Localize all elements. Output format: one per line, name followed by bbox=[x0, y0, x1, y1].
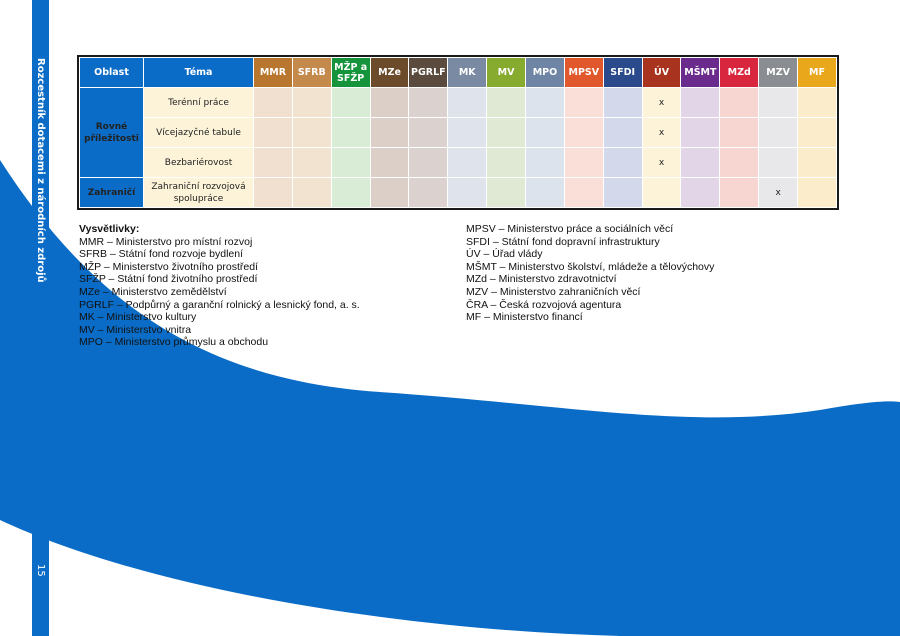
oblast-cell: Rovné příležitosti bbox=[80, 88, 144, 178]
header-agency: ÚV bbox=[642, 58, 681, 88]
mark-cell bbox=[487, 178, 526, 208]
mark-cell: x bbox=[642, 118, 681, 148]
mark-cell bbox=[292, 88, 331, 118]
mark-cell bbox=[720, 148, 759, 178]
mark-cell bbox=[564, 178, 603, 208]
mark-cell bbox=[526, 178, 565, 208]
mark-cell bbox=[448, 148, 487, 178]
header-agency: PGRLF bbox=[409, 58, 448, 88]
header-agency: MPO bbox=[526, 58, 565, 88]
sidebar-title: Rozcestník dotacemi z národních zdrojů bbox=[35, 58, 46, 283]
mark-cell bbox=[254, 118, 293, 148]
legend-item: MZd – Ministerstvo zdravotnictví bbox=[466, 273, 617, 286]
mark-cell bbox=[487, 148, 526, 178]
page-number: 15 bbox=[35, 564, 46, 577]
mark-cell: x bbox=[759, 178, 798, 208]
table-body bbox=[80, 88, 837, 208]
mark-cell bbox=[370, 148, 409, 178]
legend-item: SFDI – Státní fond dopravní infrastruktury bbox=[466, 235, 660, 248]
mark-cell bbox=[798, 148, 837, 178]
legend-item: MŠMT – Ministerstvo školství, mládeže a tělovýchovy bbox=[466, 260, 715, 273]
header-agency: MMR bbox=[254, 58, 293, 88]
header-oblast: Oblast bbox=[80, 58, 144, 88]
mark-cell bbox=[798, 88, 837, 118]
mark-cell bbox=[254, 88, 293, 118]
header-agency: MK bbox=[448, 58, 487, 88]
mark-cell bbox=[603, 178, 642, 208]
mark-cell bbox=[720, 118, 759, 148]
mark-cell bbox=[409, 178, 448, 208]
header-agency: MF bbox=[798, 58, 837, 88]
header-agency: MPSV bbox=[564, 58, 603, 88]
table-row bbox=[80, 178, 837, 208]
legend-item: MŽP – Ministerstvo životního prostředí bbox=[79, 260, 258, 273]
header-agency: MŽP a SFŽP bbox=[331, 58, 370, 88]
mark-cell bbox=[254, 178, 293, 208]
subsidy-table bbox=[79, 57, 837, 208]
header-agency: MZe bbox=[370, 58, 409, 88]
legend-item: MPSV – Ministerstvo práce a sociálních věcí bbox=[466, 223, 674, 235]
mark-cell bbox=[448, 118, 487, 148]
legend-item: MZe – Ministerstvo zemědělství bbox=[79, 285, 227, 298]
mark-cell: x bbox=[642, 148, 681, 178]
mark-cell bbox=[292, 148, 331, 178]
mark-cell bbox=[526, 118, 565, 148]
tema-cell: Vícejazyčné tabule bbox=[144, 118, 254, 148]
mark-cell bbox=[370, 178, 409, 208]
mark-cell bbox=[681, 178, 720, 208]
tema-cell: Terénní práce bbox=[144, 88, 254, 118]
legend-item: MPO – Ministerstvo průmyslu a obchodu bbox=[79, 336, 269, 349]
tema-cell: Bezbariérovost bbox=[144, 148, 254, 178]
mark-cell bbox=[759, 148, 798, 178]
mark-cell bbox=[292, 178, 331, 208]
header-agency: MZd bbox=[720, 58, 759, 88]
legend-item: PGRLF – Podpůrný a garanční rolnický a lesnický fond, a. s. bbox=[79, 298, 360, 311]
legend-right bbox=[466, 223, 846, 324]
mark-cell bbox=[759, 118, 798, 148]
mark-cell bbox=[331, 88, 370, 118]
table-row bbox=[80, 88, 837, 118]
mark-cell bbox=[798, 118, 837, 148]
legend-item: SFŽP – Státní fond životního prostředí bbox=[79, 273, 258, 286]
table-row bbox=[80, 118, 837, 148]
mark-cell bbox=[526, 148, 565, 178]
mark-cell bbox=[370, 118, 409, 148]
mark-cell bbox=[331, 148, 370, 178]
mark-cell bbox=[409, 148, 448, 178]
legend-item: MMR – Ministerstvo pro místní rozvoj bbox=[79, 235, 253, 248]
mark-cell bbox=[603, 148, 642, 178]
header-agency: SFDI bbox=[603, 58, 642, 88]
legend-item: MF – Ministerstvo financí bbox=[466, 311, 583, 324]
mark-cell bbox=[681, 88, 720, 118]
mark-cell bbox=[564, 148, 603, 178]
oblast-cell: Zahraničí bbox=[80, 178, 144, 208]
mark-cell bbox=[331, 178, 370, 208]
mark-cell: x bbox=[642, 88, 681, 118]
mark-cell bbox=[487, 118, 526, 148]
mark-cell bbox=[564, 118, 603, 148]
mark-cell bbox=[331, 118, 370, 148]
mark-cell bbox=[603, 88, 642, 118]
mark-cell bbox=[720, 178, 759, 208]
mark-cell bbox=[370, 88, 409, 118]
legend-title: Vysvětlivky: bbox=[79, 223, 140, 235]
mark-cell bbox=[487, 88, 526, 118]
mark-cell bbox=[603, 118, 642, 148]
mark-cell bbox=[642, 178, 681, 208]
header-tema: Téma bbox=[144, 58, 254, 88]
table-header-row bbox=[80, 58, 837, 88]
legend-item: MK – Ministerstvo kultury bbox=[79, 311, 197, 324]
tema-cell: Zahraniční rozvojová spolupráce bbox=[144, 178, 254, 208]
mark-cell bbox=[409, 118, 448, 148]
legend-item: MZV – Ministerstvo zahraničních věcí bbox=[466, 285, 641, 298]
header-agency: MZV bbox=[759, 58, 798, 88]
mark-cell bbox=[798, 178, 837, 208]
mark-cell bbox=[292, 118, 331, 148]
mark-cell bbox=[564, 88, 603, 118]
mark-cell bbox=[681, 148, 720, 178]
mark-cell bbox=[409, 88, 448, 118]
mark-cell bbox=[254, 148, 293, 178]
mark-cell bbox=[448, 178, 487, 208]
legend-item: ČRA – Česká rozvojová agentura bbox=[466, 298, 622, 311]
header-agency: SFRB bbox=[292, 58, 331, 88]
header-agency: MŠMT bbox=[681, 58, 720, 88]
table-row bbox=[80, 148, 837, 178]
legend-item: ÚV – Úřad vlády bbox=[466, 248, 543, 261]
mark-cell bbox=[526, 88, 565, 118]
mark-cell bbox=[448, 88, 487, 118]
mark-cell bbox=[720, 88, 759, 118]
legend-item: MV – Ministerstvo vnitra bbox=[79, 323, 192, 336]
mark-cell bbox=[681, 118, 720, 148]
legend-item: SFRB – Státní fond rozvoje bydlení bbox=[79, 248, 244, 261]
header-agency: MV bbox=[487, 58, 526, 88]
mark-cell bbox=[759, 88, 798, 118]
legend-left bbox=[79, 223, 459, 349]
